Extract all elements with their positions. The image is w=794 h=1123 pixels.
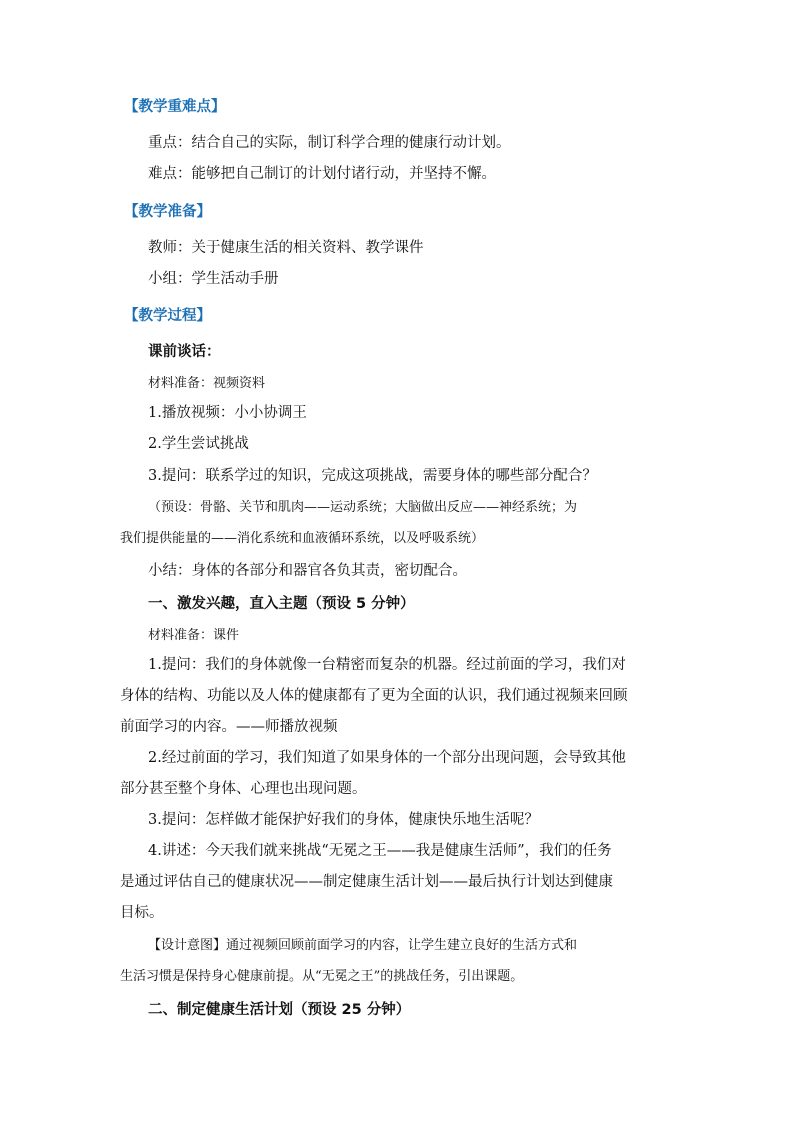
part1-p3: 3.提问：怎样做才能保护好我们的身体，健康快乐地生活呢？ [148,812,539,828]
part1-p1-line2: 身体的结构、功能以及人体的健康都有了更为全面的认识，我们通过视频来回顾 [120,688,628,704]
part1-p4-line2: 是通过评估自己的健康状况——制定健康生活计划——最后执行计划达到健康 [120,874,613,890]
heading-process: 【教学过程】 [124,308,211,324]
part1-p2-line2: 部分甚至整个身体、心理也出现问题。 [120,781,367,797]
pre-talk-preset-line1: （预设：骨骼、关节和肌肉——运动系统；大脑做出反应——神经系统；为 [148,500,578,515]
part1-p4-line3: 目标。 [120,905,164,921]
heading-key-difficulties: 【教学重难点】 [124,99,226,115]
part2-title: 二、制定健康生活计划（预设 25 分钟） [148,1002,411,1018]
part1-p1-line1: 1.提问：我们的身体就像一台精密而复杂的机器。经过前面的学习，我们对 [148,657,626,673]
part1-design-line2: 生活习惯是保持身心健康前提。从“无冕之王”的挑战任务，引出课题。 [120,969,524,984]
teacher-prep-text: 教师：关于健康生活的相关资料、教学课件 [148,240,424,256]
key-point-text: 重点：结合自己的实际，制订科学合理的健康行动计划。 [148,135,511,151]
part1-p2-line1: 2.经过前面的学习，我们知道了如果身体的一个部分出现问题，会导致其他 [148,750,626,766]
pre-talk-summary: 小结：身体的各部分和器官各负其责，密切配合。 [148,563,467,579]
pre-talk-step1: 1.播放视频：小小协调王 [148,405,307,421]
part1-p1-line3: 前面学习的内容。——师播放视频 [120,719,338,735]
part1-p4-line1: 4.讲述：今天我们就来挑战“无冕之王——我是健康生活师”，我们的任务 [148,843,612,859]
pre-talk-preset-line2: 我们提供能量的——消化系统和血液循环系统，以及呼吸系统） [120,531,485,546]
part1-title: 一、激发兴趣，直入主题（预设 5 分钟） [148,596,415,612]
pre-talk-step2: 2.学生尝试挑战 [148,436,249,452]
pre-talk-step3: 3.提问：联系学过的知识，完成这项挑战，需要身体的哪些部分配合？ [148,468,597,484]
difficulty-text: 难点：能够把自己制订的计划付诸行动，并坚持不懈。 [148,166,496,182]
group-prep-text: 小组：学生活动手册 [148,271,279,287]
pre-talk-title: 课前谈话： [148,344,221,360]
pre-talk-materials: 材料准备：视频资料 [148,376,266,391]
part1-materials: 材料准备：课件 [148,628,240,643]
part1-design-line1: 【设计意图】通过视频回顾前面学习的内容，让学生建立良好的生活方式和 [148,938,578,953]
heading-preparation: 【教学准备】 [124,204,211,220]
